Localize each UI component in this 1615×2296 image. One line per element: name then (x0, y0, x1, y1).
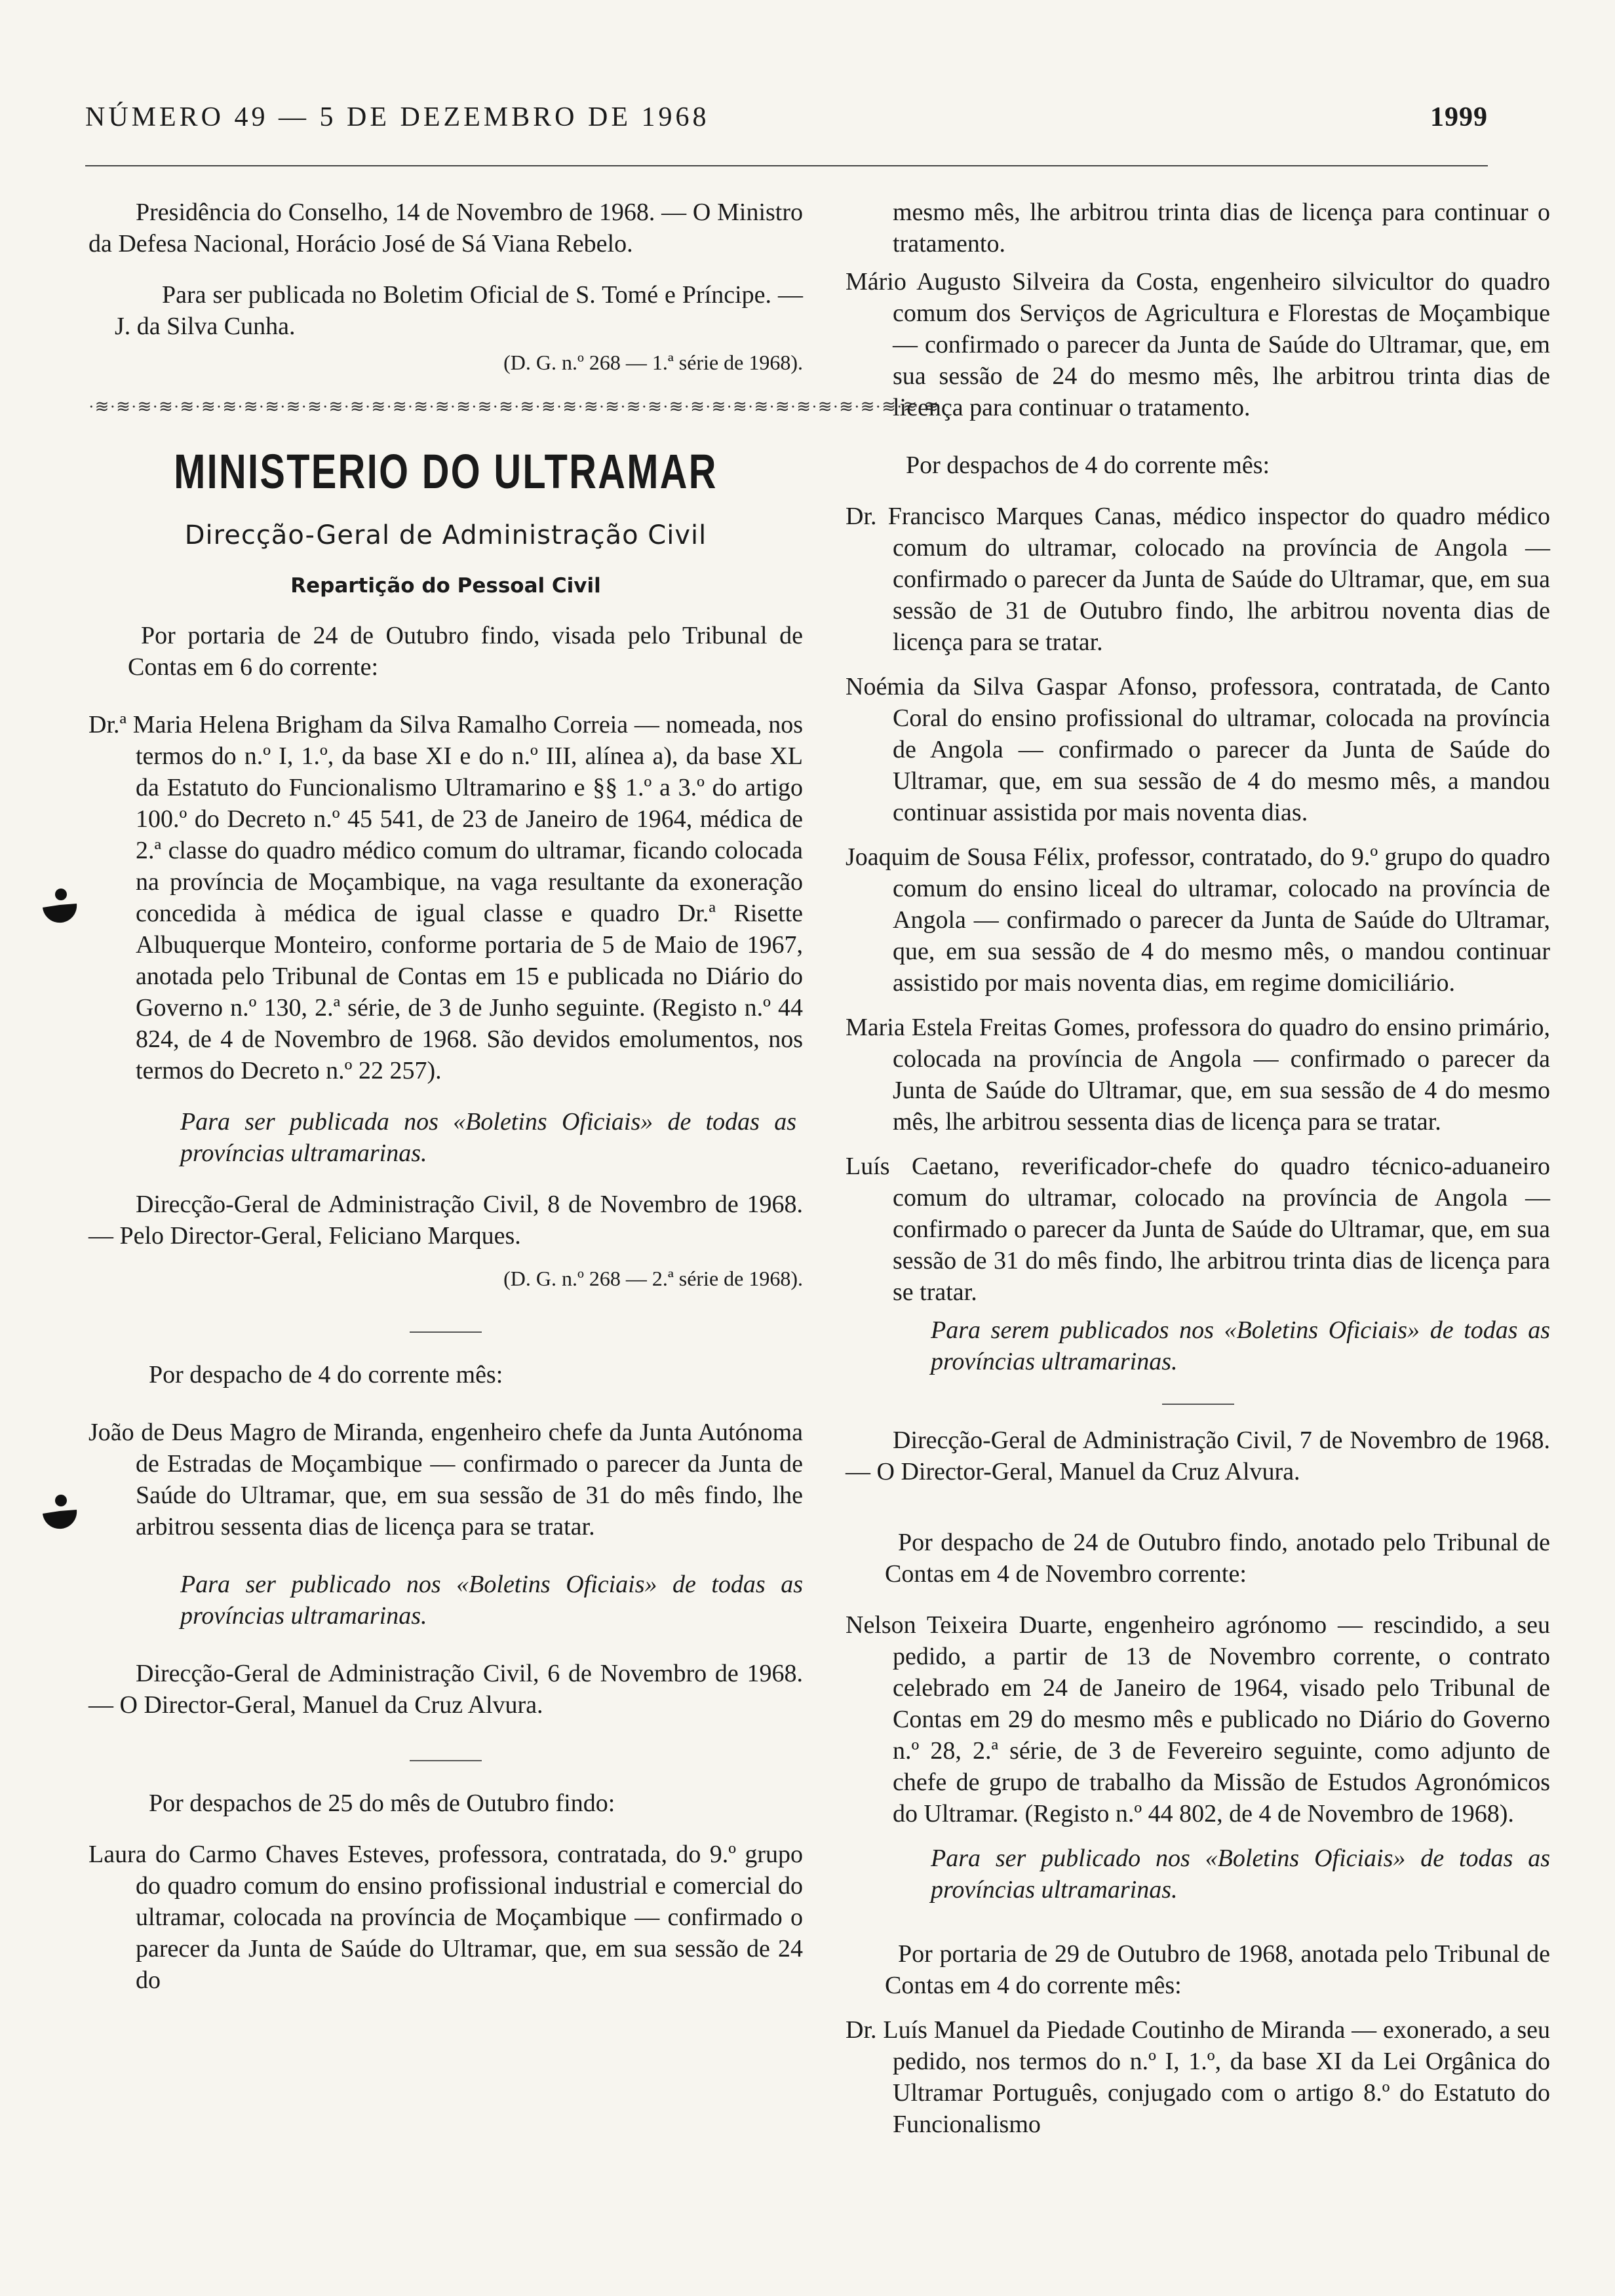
license-paragraph: Noémia da Silva Gaspar Afonso, professora, contratada, de Canto Coral do ensino profissional do ultramar, colocada na província de Angola — confirmado o parecer da Junta de Saúde do Ultramar, que, em sua sessão de 4 do mesmo mês, a mandou continuar assistida por mais noventa dias. (846, 673, 1550, 826)
license-paragraph: Luís Caetano, reverificador-chefe do quadro técnico-aduaneiro comum do ultramar, colocado na província de Angola — confirmado o parecer da Junta de Saúde do Ultramar, que, em sua sessão de 31 do mês findo, lhe arbitrou trinta dias de licença para se tratar. (846, 1153, 1550, 1306)
exoneration-paragraph: Dr. Luís Manuel da Piedade Coutinho de Miranda — exonerado, a seu pedido, nos termos do n.º I, 1.º, da base XI da Lei Orgânica do Ultramar Português, conjugado com o artigo 8.º do Estatuto do Funcionalismo (846, 2016, 1550, 2138)
license-paragraph: Mário Augusto Silveira da Costa, engenheiro silvicultor do quadro comum dos Serviços de Agricultura e Florestas de Moçambique — confirmado o parecer da Junta de Saúde do Ultramar, que, em sua sessão de 24 do mesmo mês, lhe arbitrou trinta dias de licença para continuar o tratamento. (846, 268, 1550, 421)
signature-line: Direcção-Geral de Administração Civil, 8 de Novembro de 1968. — Pelo Director-Geral, Feliciano Marques. (88, 1191, 803, 1250)
publish-note: Para ser publicada nos «Boletins Oficiais» de todas as províncias ultramarinas. (180, 1108, 796, 1167)
license-paragraph: Laura do Carmo Chaves Esteves, professora, contratada, do 9.º grupo do quadro comum do ensino profissional industrial e comercial do ultramar, colocada na província de Moçambique — confirmado o parecer da Junta de Saúde do Ultramar, que, em sua sessão de 24 do (88, 1841, 803, 1994)
intro-publish-note: Para ser publicada no Boletim Oficial de S. Tomé e Príncipe. — J. da Silva Cunha. (115, 281, 803, 340)
license-paragraph: João de Deus Magro de Miranda, engenheiro chefe da Junta Autónoma de Estradas de Moçambique — confirmado o parecer da Junta de Saúde do Ultramar, que, em sua sessão de 31 do mês findo, lhe arbitrou sessenta dias de licença para se tratar. (88, 1419, 803, 1540)
issue-date: NÚMERO 49 — 5 DE DEZEMBRO DE 1968 (85, 102, 710, 132)
reference-note: (D. G. n.º 268 — 2.ª série de 1968). (503, 1267, 803, 1290)
ornament-divider: ·≋·≋·≋·≋·≋·≋·≋·≋·≋·≋·≋·≋·≋·≋·≋·≋·≋·≋·≋·≋·≋·≋·≋·≋·≋·≋·≋·≋·≋·≋·≋·≋·≋·≋·≋·≋·≋·≋·≋·≋ (88, 397, 939, 416)
publish-note: Para ser publicado nos «Boletins Oficiais» de todas as províncias ultramarinas. (180, 1571, 803, 1630)
binder-hole-icon (36, 1487, 82, 1533)
signature-line: Direcção-Geral de Administração Civil, 6 de Novembro de 1968. — O Director-Geral, Manuel da Cruz Alvura. (88, 1660, 803, 1719)
license-paragraph: Dr. Francisco Marques Canas, médico inspector do quadro médico comum do ultramar, colocado na província de Angola — confirmado o parecer da Junta de Saúde do Ultramar, que, em sua sessão de 31 de Outubro findo, lhe arbitrou noventa dias de licença para se tratar. (846, 503, 1550, 656)
ministry-title: MINISTERIO DO ULTRAMAR (174, 444, 718, 499)
section-intro: Por despacho de 24 de Outubro findo, anotado pelo Tribunal de Contas em 4 de Novembro corrente: (885, 1529, 1550, 1588)
appointment-paragraph: Dr.ª Maria Helena Brigham da Silva Ramalho Correia — nomeada, nos termos do n.º I, 1.º, da base XI e do n.º III, alínea a), da base XL da Estatuto do Funcionalismo Ultramarino e §§ 1.º a 3.º do artigo 100.º do Decreto n.º 45 541, de 23 de Janeiro de 1964, médica de 2.ª classe do quadro médico comum do ultramar, ficando colocada na província de Moçambique, na vaga resultante da exoneração concedida à médica de igual classe e quadro Dr.ª Risette Albuquerque Monteiro, conforme portaria de 5 de Maio de 1967, anotada pelo Tribunal de Contas em 15 e publicada no Diário do Governo n.º 130, 2.ª série, de 3 de Junho seguinte. (Registo n.º 44 824, de 4 de Novembro de 1968. São devidos emolumentos, nos termos do Decreto n.º 22 257). (88, 711, 803, 1084)
continued-paragraph: mesmo mês, lhe arbitrou trinta dias de licença para continuar o tratamento. (893, 199, 1550, 258)
right-column (846, 197, 1550, 2140)
section-intro: Por despachos de 25 do mês de Outubro findo: (149, 1789, 615, 1817)
intro-signature: Presidência do Conselho, 14 de Novembro de 1968. — O Ministro da Defesa Nacional, Horácio José de Sá Viana Rebelo. (88, 199, 803, 258)
publish-note: Para serem publicados nos «Boletins Oficiais» de todas as províncias ultramarinas. (931, 1316, 1550, 1375)
header-rule (85, 165, 1488, 166)
intro-reference: (D. G. n.º 268 — 1.ª série de 1968). (503, 351, 803, 374)
directorate-title: Direcção-Geral de Administração Civil (184, 520, 707, 550)
section-intro: Por despacho de 4 do corrente mês: (149, 1361, 503, 1388)
left-column (88, 197, 939, 1996)
page-number: 1999 (1430, 102, 1488, 132)
department-title: Repartição do Pessoal Civil (290, 574, 601, 598)
section-intro: Por portaria de 29 de Outubro de 1968, anotada pelo Tribunal de Contas em 4 do corrente mês: (885, 1940, 1550, 1999)
binder-hole-icon (36, 881, 82, 927)
publish-note: Para ser publicado nos «Boletins Oficiais» de todas as províncias ultramarinas. (931, 1845, 1550, 1904)
signature-line: Direcção-Geral de Administração Civil, 7 de Novembro de 1968. — O Director-Geral, Manuel da Cruz Alvura. (846, 1426, 1550, 1485)
license-paragraph: Joaquim de Sousa Félix, professor, contratado, do 9.º grupo do quadro comum do ensino liceal do ultramar, colocado na província de Angola — confirmado o parecer da Junta de Saúde do Ultramar, que, em sua sessão de 4 do mesmo mês, o mandou continuar assistido por mais noventa dias, em regime domiciliário. (846, 843, 1550, 997)
rescission-paragraph: Nelson Teixeira Duarte, engenheiro agrónomo — rescindido, a seu pedido, a partir de 13 de Novembro corrente, o contrato celebrado em 24 de Janeiro de 1964, visado pelo Tribunal de Contas em 29 do mesmo mês e publicado no Diário do Governo n.º 28, 2.ª série, de 3 de Fevereiro seguinte, como adjunto de chefe de grupo de trabalho da Missão de Estudos Agronómicos do Ultramar. (Registo n.º 44 802, de 4 de Novembro de 1968). (846, 1611, 1550, 1827)
page-header (85, 102, 1488, 141)
section-intro: Por despachos de 4 do corrente mês: (906, 451, 1270, 479)
section-intro: Por portaria de 24 de Outubro findo, visada pelo Tribunal de Contas em 6 do corrente: (128, 622, 803, 681)
license-paragraph: Maria Estela Freitas Gomes, professora do quadro do ensino primário, colocada na província de Angola — confirmado o parecer da Junta de Saúde do Ultramar, que, em sua sessão de 4 do mesmo mês, lhe arbitrou sessenta dias de licença para se tratar. (846, 1014, 1550, 1136)
